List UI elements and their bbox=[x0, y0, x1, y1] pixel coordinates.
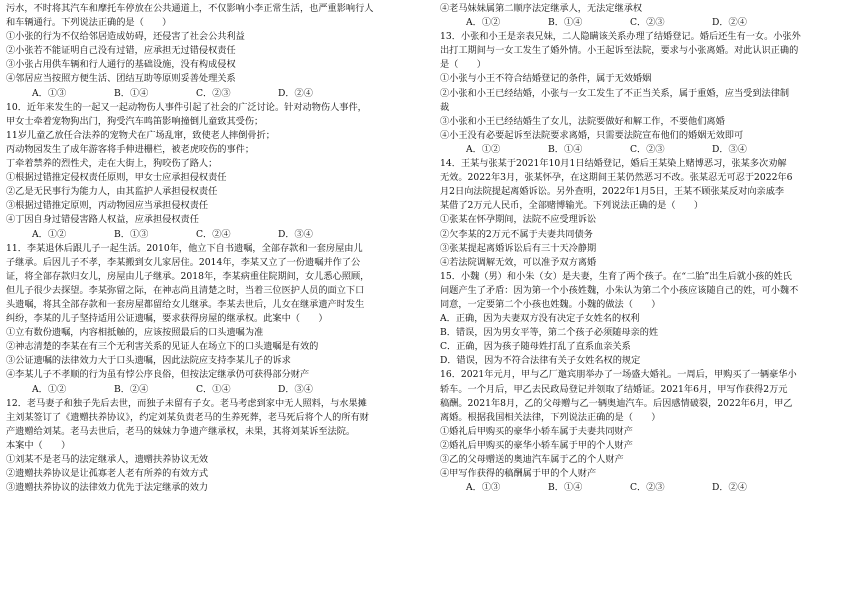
text-line: 污水，不时将其汽车和摩托车停放在公共通道上，不仅影响小李正常生活，也严重影响行人 bbox=[6, 3, 374, 14]
answer-option: B．①④ bbox=[548, 143, 583, 155]
text-line: ①立有数份遗嘱，内容相抵触的，应该按照最后的口头遗嘱为准 bbox=[6, 327, 264, 339]
text-line: B．错误，因为男女平等，第二个孩子必须随母亲的姓 bbox=[440, 327, 659, 339]
text-line: ①小张与小王不符合结婚登记的条件，属于无效婚姻 bbox=[440, 73, 652, 85]
answer-option: D．③④ bbox=[278, 228, 313, 240]
answer-option: D．②④ bbox=[278, 87, 313, 99]
text-line: 月2日向法院提起离婚诉讼。另外查明，2022年1月5日，王某不顾张某反对向亲戚李 bbox=[440, 186, 785, 198]
answer-option: B．①③ bbox=[114, 228, 149, 240]
text-line: 15．小魏（男）和小朱（女）是夫妻，生育了两个孩子。在“二胎”出生后就小孩的姓氏 bbox=[440, 270, 792, 282]
answer-option: D．③④ bbox=[278, 383, 313, 395]
text-line: 14．王某与张某于2021年10月1日结婚登记，婚后王某染上赌博恶习，张某多次劝解 bbox=[440, 158, 787, 170]
text-line: 离婚。根据我国相关法律，下列说法正确的是（ ） bbox=[440, 411, 661, 423]
text-line: ①婚礼后甲购买的豪华小轿车属于夫妻共同财产 bbox=[440, 425, 633, 437]
text-line: ④邻居应当按照方便生活、团结互助等原则妥善处理关系 bbox=[6, 73, 236, 85]
text-line: ①刘某不是老马的法定继承人，遗赠扶养协议无效 bbox=[6, 454, 209, 465]
text-line: D．错误，因为不符合法律有关子女姓名权的规定 bbox=[440, 355, 641, 367]
text-line: 10．近年来发生的一起又一起动物伤人事件引起了社会的广泛讨论。针对动物伤人事件， bbox=[6, 101, 367, 113]
answer-option: A．①② bbox=[32, 228, 67, 240]
text-line: 出打工期间与一女工发生了婚外情。小王起诉至法院，要求与小张离婚。对此认识正确的 bbox=[440, 45, 799, 57]
text-line: ③张某提起离婚诉讼后有三十天冷静期 bbox=[440, 242, 597, 254]
text-line: 甲女士牵着宠物狗出门，狗受汽车鸣笛影响撞倒儿童致其受伤； bbox=[6, 115, 264, 127]
text-line: 是（ ） bbox=[440, 59, 486, 71]
answer-option: C．①④ bbox=[196, 383, 231, 395]
text-line: 11．李某退休后跟儿子一起生活。2010年，他立下自书遗嘱，全部存款和一套房屋由儿 bbox=[6, 242, 363, 254]
text-line: ④李某儿子不孝顺的行为虽有悖公序良俗，但按法定继承仍可获得部分财产 bbox=[6, 369, 310, 381]
text-line: 和车辆通行。下列说法正确的是（ ） bbox=[6, 17, 172, 29]
right-column bbox=[440, 2, 844, 495]
answer-option: B．②④ bbox=[114, 383, 149, 395]
text-line: ②小张若不能证明自己没有过错，应承担无过错侵权责任 bbox=[6, 45, 236, 57]
answer-option: C．②③ bbox=[630, 143, 665, 155]
text-line: ②婚礼后甲购买的豪华小轿车属于甲的个人财产 bbox=[440, 439, 633, 451]
answer-option: C．②③ bbox=[630, 17, 665, 29]
answer-option: D．②④ bbox=[712, 482, 747, 494]
answer-option: C．②④ bbox=[196, 228, 231, 240]
answer-option: A．①② bbox=[32, 383, 67, 395]
text-line: 12．老马妻子和独子先后去世，而独子未留有子女。老马考虑到家中无人照料，与水果摊 bbox=[6, 397, 367, 409]
answer-options bbox=[6, 87, 410, 101]
answer-option: A．①③ bbox=[466, 482, 501, 494]
answer-options bbox=[440, 16, 844, 30]
text-line: 子继承。后因儿子不孝，李某搬到女儿家居住。2014年，李某又立了一份遗嘱并作了公 bbox=[6, 256, 361, 268]
text-line: 裁 bbox=[440, 101, 450, 113]
answer-option: A．①③ bbox=[32, 87, 67, 99]
text-line: ①小张的行为不仅给邻居造成妨碍，还侵害了社会公共利益 bbox=[6, 31, 245, 43]
answer-option: B．①④ bbox=[548, 482, 583, 494]
text-line: 同意，一定要第二个小孩也姓魏。小魏的做法（ ） bbox=[440, 298, 661, 310]
text-line: 13．小张和小王是亲表兄妹，二人隐瞒该关系办理了结婚登记。婚后还生有一女。小张外 bbox=[440, 31, 801, 43]
text-line: 但儿子很少去探望。李某弥留之际，在神志尚且清楚之时，当着三位医护人员的面立下口 bbox=[6, 284, 365, 296]
answer-option: A．①② bbox=[466, 17, 501, 29]
text-line: 轿车。一个月后，甲乙去民政局登记并领取了结婚证。2021年6月，甲写作获得2万元 bbox=[440, 383, 788, 395]
answer-options bbox=[440, 143, 844, 157]
text-line: ③乙的父母赠送的奥迪汽车属于乙的个人财产 bbox=[440, 454, 624, 465]
text-line: ③公证遗嘱的法律效力大于口头遗嘱，因此法院应支持李某儿子的诉求 bbox=[6, 355, 291, 367]
text-line: 丁牵着禁养的烈性犬，走在大街上，狗咬伤了路人； bbox=[6, 158, 218, 170]
text-line: ④丁因自身过错侵害路人权益，应承担侵权责任 bbox=[6, 214, 199, 226]
answer-option: D．③④ bbox=[712, 143, 747, 155]
text-line: 11岁儿童乙放任合法养的宠物犬在广场乱窜，致使老人摔倒骨折； bbox=[6, 129, 275, 141]
text-line: ③小张占用供车辆和行人通行的基础设施，没有构成侵权 bbox=[6, 59, 236, 71]
text-line: 本案中（ ） bbox=[6, 439, 71, 451]
answer-option: A．①② bbox=[466, 143, 501, 155]
text-line: C．正确，因为孩子随母姓打乱了直系血亲关系 bbox=[440, 341, 631, 353]
answer-option: C．②③ bbox=[196, 87, 231, 99]
answer-option: B．①④ bbox=[548, 17, 583, 29]
text-line: ②乙是无民事行为能力人，由其监护人承担侵权责任 bbox=[6, 186, 218, 198]
text-line: 纠纷，李某的儿子坚持适用公证遗嘱，要求获得房屋的继承权。此案中（ ） bbox=[6, 313, 328, 325]
text-line: 主刘某签订了《遗赠扶养协议》，约定刘某负责老马的生养死葬，老马死后将个人的所有财 bbox=[6, 411, 369, 423]
text-line: ②遗赠扶养协议是让孤寡老人老有所养的有效方式 bbox=[6, 468, 209, 480]
left-column bbox=[6, 2, 410, 495]
answer-options bbox=[440, 481, 844, 495]
text-line: 产遗赠给刘某。老马去世后，老马的妹妹力争遗产继承权，未果，其将刘某诉至法院。 bbox=[6, 425, 356, 437]
text-line: ②小张和小王已经结婚，小张与一女工发生了不正当关系，属于重婚，应当受到法律制 bbox=[440, 87, 790, 99]
text-line: ④小王没有必要起诉至法院要求离婚，只需要法院宣布他们的婚姻无效即可 bbox=[440, 129, 744, 141]
text-line: 证，将全部存款归女儿，房屋由儿子继承。2018年，李某病重住院期间，女儿悉心照顾， bbox=[6, 270, 370, 282]
text-line: 头遗嘱，将其全部存款和一套房屋都留给女儿继承。李某去世后，儿女在继承遗产时发生 bbox=[6, 298, 365, 310]
text-line: ②欠李某的2万元不属于夫妻共同债务 bbox=[440, 228, 593, 240]
text-line: 某借了2万元人民币，全部赌博输光。下列说法正确的是（ ） bbox=[440, 200, 704, 212]
answer-option: B．①④ bbox=[114, 87, 149, 99]
text-line: 16．2021年元月，甲与乙厂邀宾朋举办了一场盛大婚礼。一周后，甲购买了一辆豪华小 bbox=[440, 369, 797, 381]
text-line: 丙动物园发生了成年游客将手伸进栅栏，被老虎咬伤的事件； bbox=[6, 143, 255, 155]
text-line: 问题产生了矛盾：因为第一个小孩姓魏，小朱认为第二个小孩应该随自己的姓，可小魏不 bbox=[440, 284, 799, 296]
answer-option: C．②③ bbox=[630, 482, 665, 494]
text-line: ①张某在怀孕期间，法院不应受理诉讼 bbox=[440, 214, 597, 226]
text-line: ③遗赠扶养协议的法律效力优先于法定继承的效力 bbox=[6, 482, 209, 494]
answer-option: D．②④ bbox=[712, 17, 747, 29]
text-line: ③根据过错推定原则，丙动物园应当承担侵权责任 bbox=[6, 200, 209, 212]
text-line: 稿酬。2021年8月，乙的父母赠与乙一辆奥迪汽车。后因感情破裂，2022年6月，甲乙 bbox=[440, 397, 793, 409]
answer-options bbox=[6, 383, 410, 397]
text-line: A．正确，因为夫妻双方没有决定子女姓名的权利 bbox=[440, 313, 640, 325]
text-line: ④老马妹妹属第二顺序法定继承人，无法定继承权 bbox=[440, 3, 643, 14]
text-line: ②神志清楚的李某在有三个无利害关系的见证人在场立下的口头遗嘱是有效的 bbox=[6, 341, 319, 353]
text-line: 无效。2022年3月，张某怀孕，在这期间王某仍然恶习不改。张某忍无可忍于2022年6 bbox=[440, 172, 793, 184]
text-line: ③小张和小王已经结婚生了女儿，法院要做好和解工作，不要他们离婚 bbox=[440, 115, 725, 127]
text-line: ④甲写作获得的稿酬属于甲的个人财产 bbox=[440, 468, 597, 480]
text-line: ①根据过错推定侵权责任原则，甲女士应承担侵权责任 bbox=[6, 172, 227, 184]
text-line: ④若法院调解无效，可以准予双方离婚 bbox=[440, 256, 597, 268]
answer-options bbox=[6, 228, 410, 242]
